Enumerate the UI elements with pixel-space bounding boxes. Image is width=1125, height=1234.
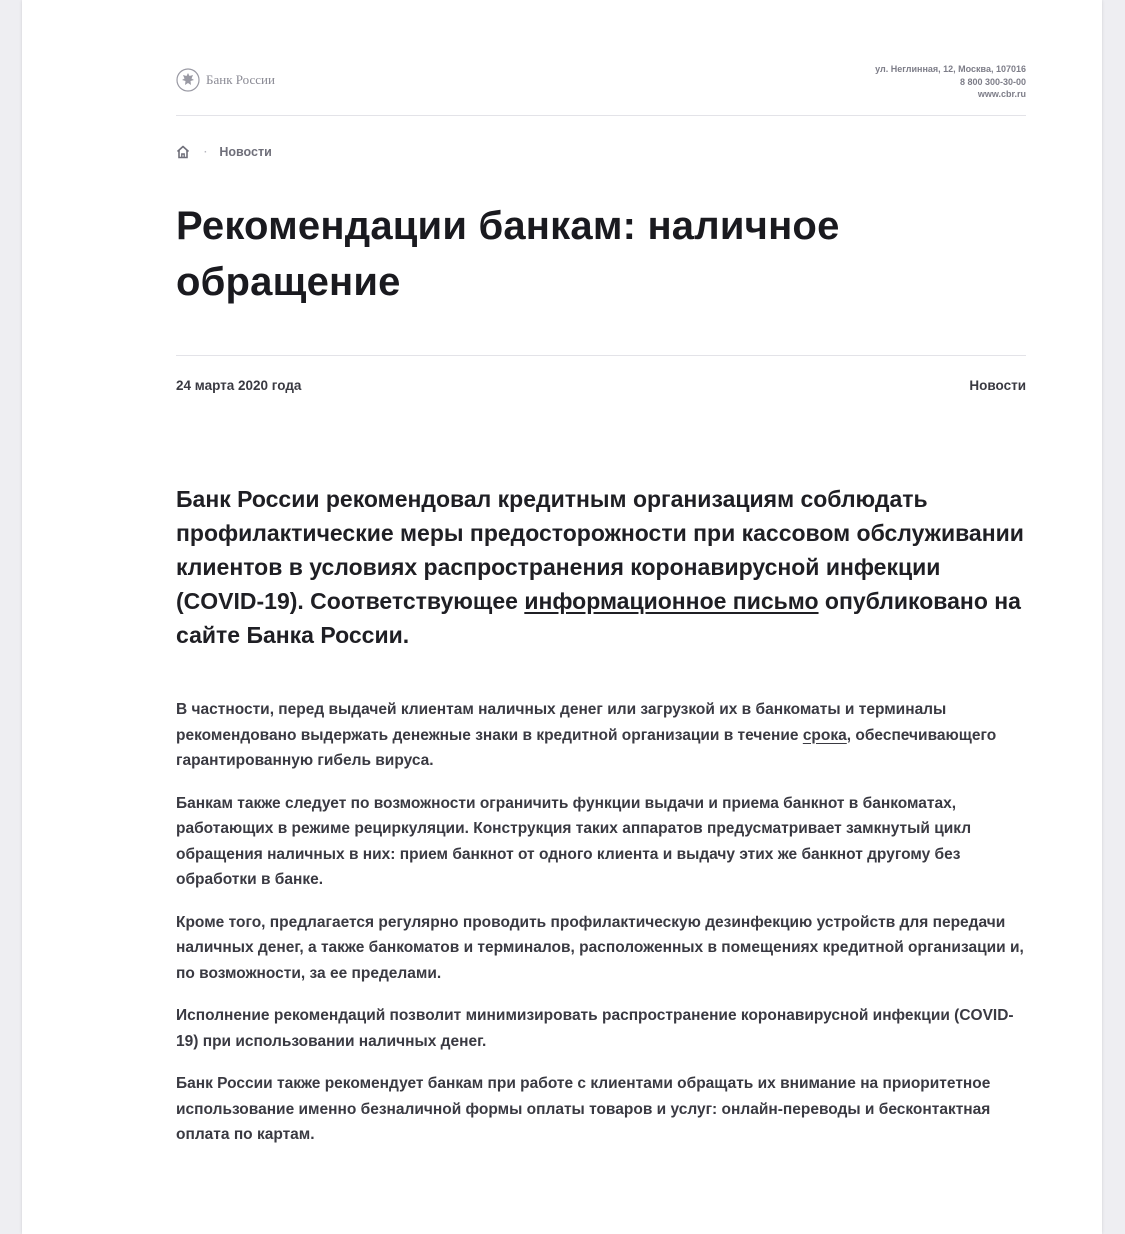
- lead-text-before: Банк России рекомендовал кредитным организациям соблюдать профилактические меры предосторожности при кассовом обслуживании клиентов в условиях распространения коронавирусной инфекции (COVID-19). Соответствующее: [176, 486, 1024, 614]
- body-paragraph-5: Банк России также рекомендует банкам при работе с клиентами обращать их внимание на приоритетное использование именно безналичной формы оплаты товаров и услуг: онлайн-переводы и бесконтактная оплата по картам.: [176, 1075, 991, 1143]
- body-paragraph-4: Исполнение рекомендаций позволит минимизировать распространение коронавирусной инфекции (COVID-19) при использовании наличных денег.: [176, 1007, 1014, 1050]
- body-paragraph-3: Кроме того, предлагается регулярно проводить профилактическую дезинфекцию устройств для передачи наличных денег, а также банкоматов и терминалов, расположенных в помещениях кредитной организации и, по возможности, за ее пределами.: [176, 913, 1024, 982]
- logo-text: Банк России: [206, 72, 275, 87]
- website-link[interactable]: www.cbr.ru: [977, 89, 1026, 99]
- home-icon[interactable]: [176, 145, 190, 159]
- lead-text-after: опубликовано на сайте Банка России.: [176, 588, 1021, 648]
- bank-logo[interactable]: [176, 68, 275, 92]
- lead-paragraph: [176, 482, 1026, 652]
- page-title: [176, 198, 936, 310]
- eagle-emblem-icon: [176, 68, 200, 92]
- document-sheet: [22, 0, 1102, 1234]
- breadcrumb: [176, 145, 272, 159]
- page-header: [176, 60, 1026, 116]
- breadcrumb-news-link[interactable]: Новости: [219, 145, 272, 159]
- body-paragraph-1: [176, 697, 1031, 774]
- body-paragraph-2: Банкам также следует по возможности ограничить функции выдачи и приема банкнот в банкоматах, работающих в режиме рециркуляции. Конструкция таких аппаратов предусматривает замкнутый цикл обращения наличных в них: прием банкнот от одного клиента и выдачу этих же банкнот другому без обработки в банке.: [176, 794, 972, 888]
- article-meta: [176, 355, 1026, 415]
- breadcrumb-separator: ·: [204, 146, 208, 158]
- address-text: ул. Неглинная, 12, Москва, 107016: [875, 64, 1026, 74]
- contact-info: [875, 63, 1026, 101]
- title-line-1: Рекомендации банкам: наличное: [176, 204, 840, 248]
- phone-text[interactable]: 8 800 300-30-00: [959, 76, 1026, 87]
- paragraph-1-after: , обеспечивающего гарантированную гибель вируса.: [176, 726, 997, 769]
- category-link[interactable]: Новости: [969, 378, 1026, 393]
- term-link[interactable]: срока: [802, 726, 847, 744]
- title-line-2: обращение: [176, 260, 401, 304]
- publish-date: 24 марта 2020 года: [176, 378, 302, 393]
- paragraph-1-before: В частности, перед выдачей клиентам наличных денег или загрузкой их в банкоматы и терминалы рекомендовано выдержать денежные знаки в кредитной организации в течение: [176, 701, 947, 744]
- info-letter-link[interactable]: информационное письмо: [524, 588, 819, 614]
- article-body: [176, 697, 1031, 1165]
